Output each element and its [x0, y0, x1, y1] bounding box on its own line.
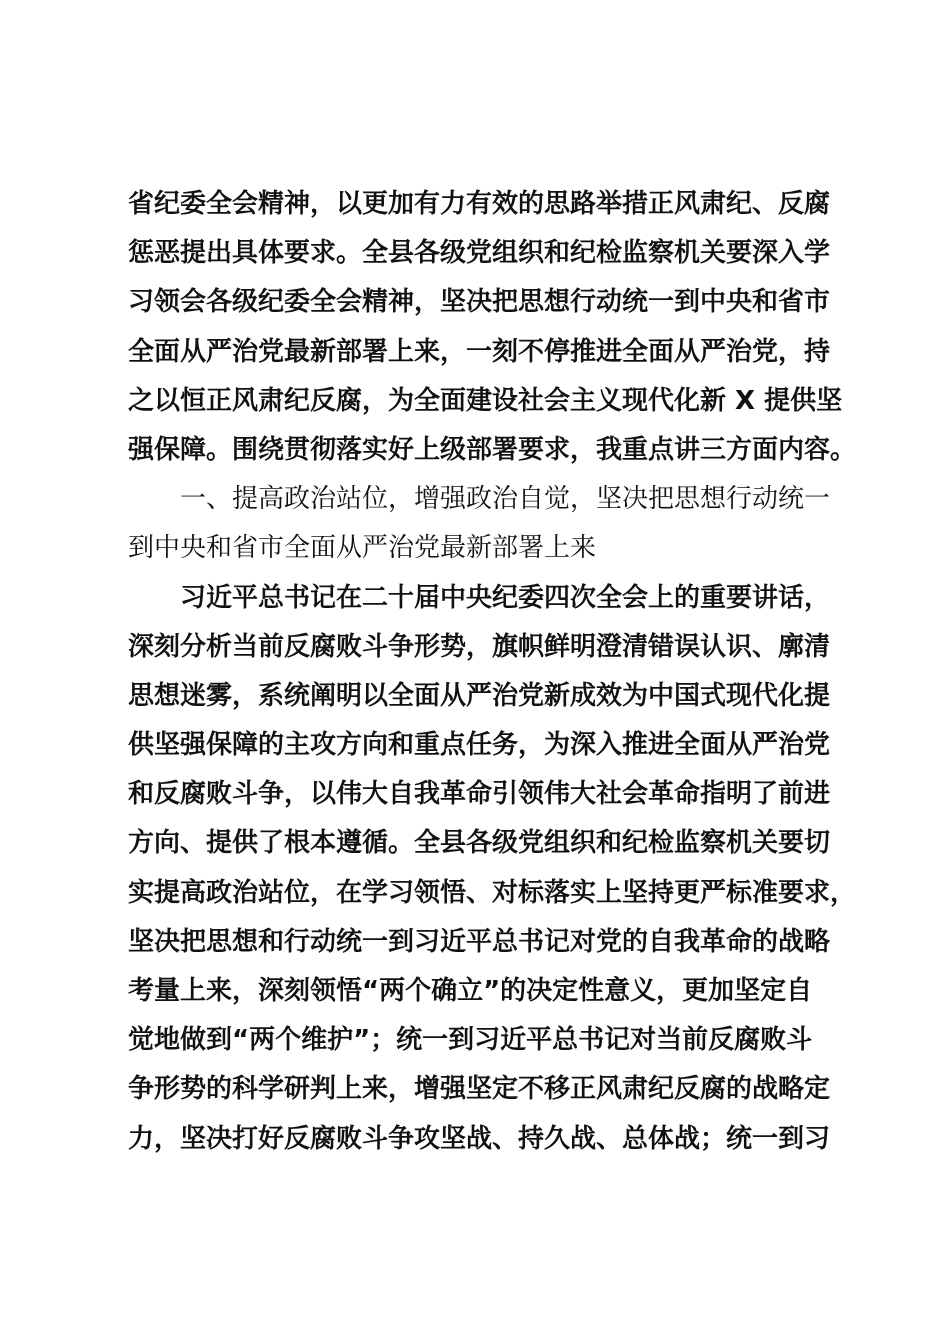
text-line: 和反腐败斗争，以伟大自我革命引领伟大社会革命指明了前进 [128, 779, 831, 810]
text-line: 省纪委全会精神，以更加有力有效的思路举措正风肃纪、反腐 [128, 189, 831, 219]
text-line: 惩恶提出具体要求。全县各级党组织和纪检监察机关要深入学 [128, 238, 831, 269]
text-line: 争形势的科学研判上来，增强坚定不移正风肃纪反腐的战略定 [128, 1074, 831, 1105]
text-line: 觉地做到“两个维护”；统一到习近平总书记对当前反腐败斗 [128, 1025, 813, 1056]
text-line: 深刻分析当前反腐败斗争形势，旗帜鲜明澄清错误认识、廓清 [128, 631, 831, 662]
text-line: 坚决把思想和行动统一到习近平总书记对党的自我革命的战略 [128, 926, 831, 957]
text-line: 思想迷雾，系统阐明以全面从严治党新成效为中国式现代化提 [128, 680, 831, 711]
text-line: 习近平总书记在二十届中央纪委四次全会上的重要讲话， [180, 582, 831, 613]
text-line: 考量上来，深刻领悟“两个确立”的决定性意义，更加坚定自 [128, 976, 813, 1006]
text-line: 力，坚决打好反腐败斗争攻坚战、持久战、总体战；统一到习 [128, 1123, 831, 1154]
section-heading-line: 一、提高政治站位，增强政治自觉，坚决把思想行动统一 [180, 484, 831, 515]
body-text [128, 180, 868, 1164]
text-line: 之以恒正风肃纪反腐，为全面建设社会主义现代化新 X 提供坚 [128, 385, 843, 416]
text-line: 方向、提供了根本遵循。全县各级党组织和纪检监察机关要切 [128, 828, 831, 859]
text-line: 全面从严治党最新部署上来，一刻不停推进全面从严治党，持 [128, 336, 831, 367]
text-line: 供坚强保障的主攻方向和重点任务，为深入推进全面从严治党 [128, 730, 831, 761]
text-line: 强保障。围绕贯彻落实好上级部署要求，我重点讲三方面内容。 [128, 434, 857, 465]
text-line: 实提高政治站位，在学习领悟、对标落实上坚持更严标准要求， [128, 877, 857, 908]
section-heading-line: 到中央和省市全面从严治党最新部署上来 [128, 533, 597, 564]
text-line: 习领会各级纪委全会精神，坚决把思想行动统一到中央和省市 [128, 287, 831, 318]
